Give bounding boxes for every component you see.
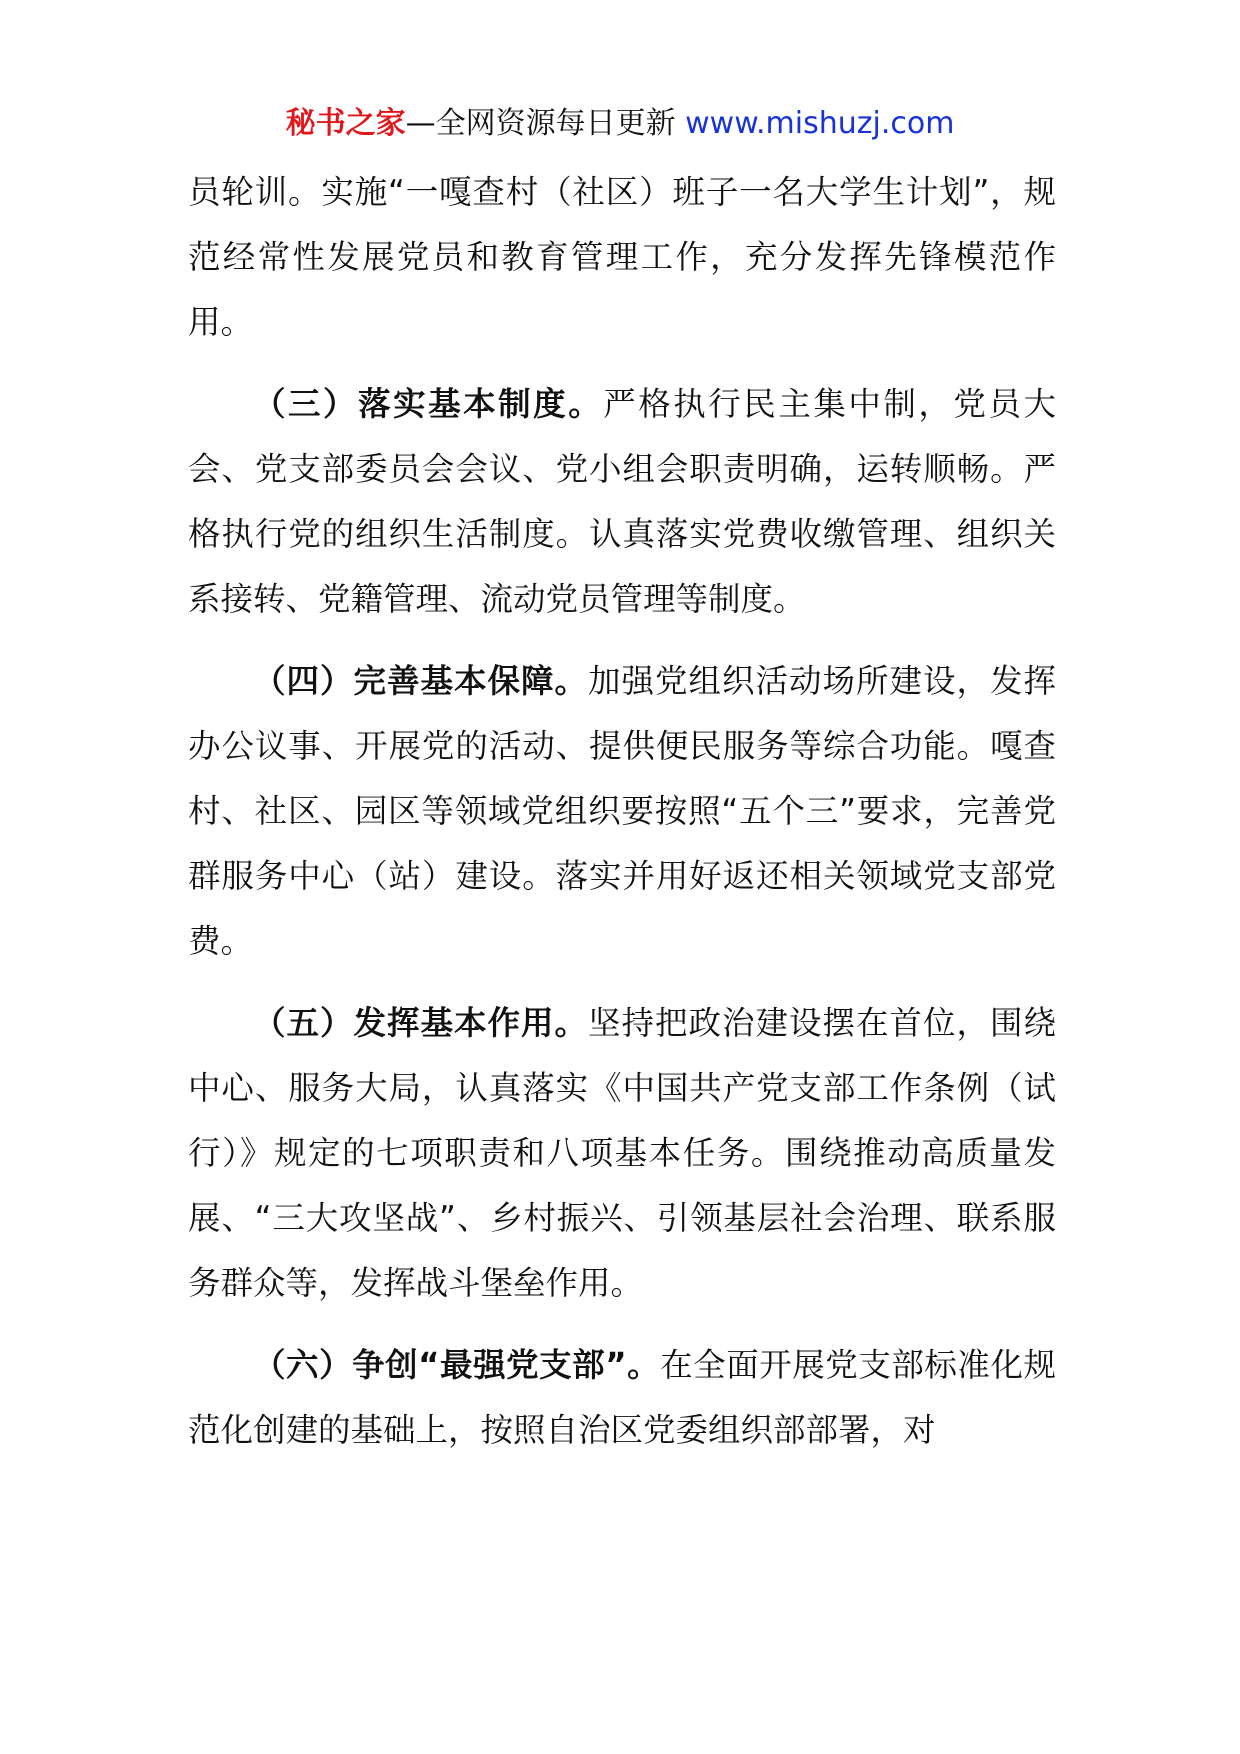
paragraph-text: 在全面开展党支部标准化规范化创建的基础上，按照自治区党委组织部部署，对 bbox=[188, 1346, 1056, 1449]
paragraph-section-4 bbox=[188, 649, 1056, 974]
section-heading: （三）落实基本制度。 bbox=[253, 385, 604, 423]
paragraph-section-6 bbox=[188, 1333, 1056, 1463]
header-brand: 秘书之家 bbox=[285, 106, 406, 141]
paragraph-section-3 bbox=[188, 372, 1056, 632]
section-heading: （四）完善基本保障。 bbox=[253, 662, 588, 700]
paragraph-text: 员轮训。实施“一嘎查村（社区）班子一名大学生计划”，规范经常性发展党员和教育管理工作，充分发挥先锋模范作用。 bbox=[188, 173, 1056, 341]
section-heading: （六）争创“最强党支部”。 bbox=[253, 1346, 661, 1384]
page-header bbox=[0, 102, 1240, 146]
paragraph-continuation bbox=[188, 160, 1056, 355]
paragraph-text: 严格执行民主集中制，党员大会、党支部委员会会议、党小组会职责明确，运转顺畅。严格执行党的组织生活制度。认真落实党费收缴管理、组织关系接转、党籍管理、流动党员管理等制度。 bbox=[188, 385, 1056, 618]
section-heading: （五）发挥基本作用。 bbox=[253, 1004, 588, 1042]
paragraph-section-5 bbox=[188, 991, 1056, 1316]
document-body bbox=[188, 160, 1056, 1463]
header-site-link[interactable]: www.mishuzj.com bbox=[685, 106, 955, 141]
paragraph-text: 坚持把政治建设摆在首位，围绕中心、服务大局，认真落实《中国共产党支部工作条例（试行）》规定的七项职责和八项基本任务。围绕推动高质量发展、“三大攻坚战”、乡村振兴、引领基层社会治理、联系服务群众等，发挥战斗堡垒作用。 bbox=[188, 1004, 1056, 1302]
header-slogan: —全网资源每日更新 bbox=[405, 106, 676, 141]
paragraph-text: 加强党组织活动场所建设，发挥办公议事、开展党的活动、提供便民服务等综合功能。嘎查村、社区、园区等领域党组织要按照“五个三”要求，完善党群服务中心（站）建设。落实并用好返还相关领域党支部党费。 bbox=[188, 662, 1056, 960]
